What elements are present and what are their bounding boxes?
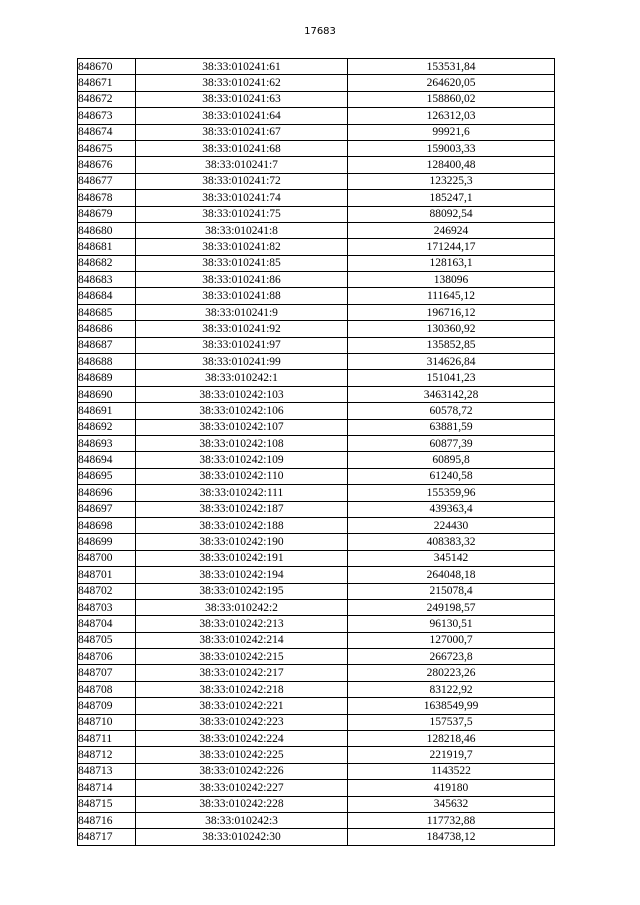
value-cell: 135852,85 <box>348 337 555 353</box>
row-id-cell: 848693 <box>78 435 136 451</box>
table-row <box>78 599 555 615</box>
cadastral-number-cell: 38:33:010242:188 <box>136 517 348 533</box>
row-id-cell: 848694 <box>78 452 136 468</box>
table-row <box>78 812 555 828</box>
cadastral-number-cell: 38:33:010241:8 <box>136 222 348 238</box>
row-id-cell: 848691 <box>78 403 136 419</box>
row-id-cell: 848696 <box>78 485 136 501</box>
row-id-cell: 848697 <box>78 501 136 517</box>
value-cell: 111645,12 <box>348 288 555 304</box>
cadastral-number-cell: 38:33:010241:92 <box>136 321 348 337</box>
cadastral-number-cell: 38:33:010241:67 <box>136 124 348 140</box>
row-id-cell: 848702 <box>78 583 136 599</box>
table-row <box>78 403 555 419</box>
row-id-cell: 848710 <box>78 714 136 730</box>
value-cell: 3463142,28 <box>348 386 555 402</box>
value-cell: 171244,17 <box>348 239 555 255</box>
table-row <box>78 435 555 451</box>
page-number: 17683 <box>304 26 336 37</box>
value-cell: 184738,12 <box>348 829 555 845</box>
table-row <box>78 222 555 238</box>
row-id-cell: 848671 <box>78 75 136 91</box>
table-row <box>78 272 555 288</box>
cadastral-number-cell: 38:33:010242:110 <box>136 468 348 484</box>
value-cell: 61240,58 <box>348 468 555 484</box>
value-cell: 314626,84 <box>348 354 555 370</box>
cadastral-number-cell: 38:33:010241:63 <box>136 91 348 107</box>
value-cell: 63881,59 <box>348 419 555 435</box>
table-row <box>78 517 555 533</box>
cadastral-number-cell: 38:33:010242:215 <box>136 649 348 665</box>
cadastral-number-cell: 38:33:010241:85 <box>136 255 348 271</box>
cadastral-number-cell: 38:33:010241:72 <box>136 173 348 189</box>
table-row <box>78 747 555 763</box>
row-id-cell: 848683 <box>78 272 136 288</box>
row-id-cell: 848695 <box>78 468 136 484</box>
row-id-cell: 848708 <box>78 681 136 697</box>
table-row <box>78 370 555 386</box>
row-id-cell: 848705 <box>78 632 136 648</box>
value-cell: 138096 <box>348 272 555 288</box>
table-row <box>78 698 555 714</box>
cadastral-number-cell: 38:33:010242:218 <box>136 681 348 697</box>
table-row <box>78 386 555 402</box>
row-id-cell: 848709 <box>78 698 136 714</box>
value-cell: 99921,6 <box>348 124 555 140</box>
row-id-cell: 848717 <box>78 829 136 845</box>
value-cell: 224430 <box>348 517 555 533</box>
cadastral-number-cell: 38:33:010242:2 <box>136 599 348 615</box>
table-row <box>78 419 555 435</box>
cadastral-number-cell: 38:33:010241:97 <box>136 337 348 353</box>
row-id-cell: 848690 <box>78 386 136 402</box>
row-id-cell: 848703 <box>78 599 136 615</box>
cadastral-number-cell: 38:33:010242:191 <box>136 550 348 566</box>
table-row <box>78 763 555 779</box>
table-row <box>78 124 555 140</box>
row-id-cell: 848707 <box>78 665 136 681</box>
value-cell: 264620,05 <box>348 75 555 91</box>
table-row <box>78 452 555 468</box>
value-cell: 130360,92 <box>348 321 555 337</box>
cadastral-number-cell: 38:33:010242:225 <box>136 747 348 763</box>
row-id-cell: 848714 <box>78 780 136 796</box>
row-id-cell: 848712 <box>78 747 136 763</box>
cadastral-number-cell: 38:33:010241:68 <box>136 140 348 156</box>
row-id-cell: 848681 <box>78 239 136 255</box>
value-cell: 157537,5 <box>348 714 555 730</box>
table-row <box>78 59 555 75</box>
table-row <box>78 632 555 648</box>
value-cell: 88092,54 <box>348 206 555 222</box>
cadastral-number-cell: 38:33:010242:107 <box>136 419 348 435</box>
row-id-cell: 848682 <box>78 255 136 271</box>
cadastral-number-cell: 38:33:010242:30 <box>136 829 348 845</box>
row-id-cell: 848684 <box>78 288 136 304</box>
table-row <box>78 255 555 271</box>
table-row <box>78 108 555 124</box>
table-row <box>78 239 555 255</box>
value-cell: 246924 <box>348 222 555 238</box>
table-row <box>78 206 555 222</box>
table-row <box>78 173 555 189</box>
cadastral-number-cell: 38:33:010242:106 <box>136 403 348 419</box>
table-row <box>78 796 555 812</box>
table-row <box>78 157 555 173</box>
data-table <box>77 58 555 846</box>
cadastral-number-cell: 38:33:010242:108 <box>136 435 348 451</box>
value-cell: 153531,84 <box>348 59 555 75</box>
cadastral-number-cell: 38:33:010242:217 <box>136 665 348 681</box>
table-row <box>78 649 555 665</box>
cadastral-number-cell: 38:33:010242:1 <box>136 370 348 386</box>
value-cell: 60895,8 <box>348 452 555 468</box>
value-cell: 159003,33 <box>348 140 555 156</box>
cadastral-number-cell: 38:33:010242:226 <box>136 763 348 779</box>
table-row <box>78 665 555 681</box>
table-row <box>78 337 555 353</box>
table-row <box>78 501 555 517</box>
value-cell: 1143522 <box>348 763 555 779</box>
row-id-cell: 848677 <box>78 173 136 189</box>
row-id-cell: 848692 <box>78 419 136 435</box>
value-cell: 60578,72 <box>348 403 555 419</box>
table-row <box>78 616 555 632</box>
cadastral-number-cell: 38:33:010241:7 <box>136 157 348 173</box>
table-row <box>78 829 555 845</box>
table-row <box>78 75 555 91</box>
table-row <box>78 714 555 730</box>
value-cell: 345632 <box>348 796 555 812</box>
value-cell: 221919,7 <box>348 747 555 763</box>
table-row <box>78 534 555 550</box>
value-cell: 264048,18 <box>348 567 555 583</box>
cadastral-number-cell: 38:33:010242:221 <box>136 698 348 714</box>
row-id-cell: 848689 <box>78 370 136 386</box>
value-cell: 128400,48 <box>348 157 555 173</box>
cadastral-number-cell: 38:33:010242:194 <box>136 567 348 583</box>
cadastral-number-cell: 38:33:010242:111 <box>136 485 348 501</box>
table-row <box>78 190 555 206</box>
row-id-cell: 848706 <box>78 649 136 665</box>
value-cell: 419180 <box>348 780 555 796</box>
table-body <box>78 59 555 846</box>
cadastral-number-cell: 38:33:010241:82 <box>136 239 348 255</box>
table-row <box>78 780 555 796</box>
cadastral-number-cell: 38:33:010242:224 <box>136 731 348 747</box>
value-cell: 127000,7 <box>348 632 555 648</box>
table-row <box>78 681 555 697</box>
cadastral-number-cell: 38:33:010242:187 <box>136 501 348 517</box>
cadastral-number-cell: 38:33:010242:213 <box>136 616 348 632</box>
value-cell: 60877,39 <box>348 435 555 451</box>
value-cell: 158860,02 <box>348 91 555 107</box>
row-id-cell: 848673 <box>78 108 136 124</box>
row-id-cell: 848672 <box>78 91 136 107</box>
row-id-cell: 848715 <box>78 796 136 812</box>
value-cell: 408383,32 <box>348 534 555 550</box>
row-id-cell: 848687 <box>78 337 136 353</box>
value-cell: 151041,23 <box>348 370 555 386</box>
cadastral-number-cell: 38:33:010241:99 <box>136 354 348 370</box>
row-id-cell: 848701 <box>78 567 136 583</box>
cadastral-number-cell: 38:33:010242:3 <box>136 812 348 828</box>
row-id-cell: 848675 <box>78 140 136 156</box>
row-id-cell: 848716 <box>78 812 136 828</box>
value-cell: 280223,26 <box>348 665 555 681</box>
cadastral-number-cell: 38:33:010241:64 <box>136 108 348 124</box>
value-cell: 128218,46 <box>348 731 555 747</box>
value-cell: 439363,4 <box>348 501 555 517</box>
cadastral-number-cell: 38:33:010242:195 <box>136 583 348 599</box>
row-id-cell: 848688 <box>78 354 136 370</box>
table-row <box>78 468 555 484</box>
table-row <box>78 321 555 337</box>
cadastral-number-cell: 38:33:010242:214 <box>136 632 348 648</box>
value-cell: 1638549,99 <box>348 698 555 714</box>
cadastral-number-cell: 38:33:010242:227 <box>136 780 348 796</box>
cadastral-number-cell: 38:33:010242:228 <box>136 796 348 812</box>
row-id-cell: 848700 <box>78 550 136 566</box>
value-cell: 345142 <box>348 550 555 566</box>
row-id-cell: 848676 <box>78 157 136 173</box>
table-row <box>78 354 555 370</box>
table-row <box>78 288 555 304</box>
row-id-cell: 848680 <box>78 222 136 238</box>
table-row <box>78 485 555 501</box>
cadastral-number-cell: 38:33:010241:86 <box>136 272 348 288</box>
cadastral-number-cell: 38:33:010241:61 <box>136 59 348 75</box>
row-id-cell: 848674 <box>78 124 136 140</box>
cadastral-number-cell: 38:33:010241:88 <box>136 288 348 304</box>
table-row <box>78 140 555 156</box>
cadastral-number-cell: 38:33:010241:9 <box>136 304 348 320</box>
row-id-cell: 848699 <box>78 534 136 550</box>
value-cell: 83122,92 <box>348 681 555 697</box>
row-id-cell: 848704 <box>78 616 136 632</box>
value-cell: 196716,12 <box>348 304 555 320</box>
value-cell: 266723,8 <box>348 649 555 665</box>
value-cell: 215078,4 <box>348 583 555 599</box>
value-cell: 123225,3 <box>348 173 555 189</box>
row-id-cell: 848670 <box>78 59 136 75</box>
value-cell: 117732,88 <box>348 812 555 828</box>
cadastral-number-cell: 38:33:010242:109 <box>136 452 348 468</box>
table-row <box>78 583 555 599</box>
table-row <box>78 567 555 583</box>
cadastral-number-cell: 38:33:010242:103 <box>136 386 348 402</box>
table-row <box>78 731 555 747</box>
value-cell: 96130,51 <box>348 616 555 632</box>
row-id-cell: 848678 <box>78 190 136 206</box>
value-cell: 126312,03 <box>348 108 555 124</box>
cadastral-number-cell: 38:33:010242:223 <box>136 714 348 730</box>
value-cell: 249198,57 <box>348 599 555 615</box>
row-id-cell: 848685 <box>78 304 136 320</box>
row-id-cell: 848679 <box>78 206 136 222</box>
cadastral-number-cell: 38:33:010241:75 <box>136 206 348 222</box>
value-cell: 185247,1 <box>348 190 555 206</box>
cadastral-number-cell: 38:33:010242:190 <box>136 534 348 550</box>
row-id-cell: 848686 <box>78 321 136 337</box>
row-id-cell: 848698 <box>78 517 136 533</box>
value-cell: 128163,1 <box>348 255 555 271</box>
cadastral-number-cell: 38:33:010241:74 <box>136 190 348 206</box>
table-row <box>78 91 555 107</box>
row-id-cell: 848711 <box>78 731 136 747</box>
row-id-cell: 848713 <box>78 763 136 779</box>
table-row <box>78 304 555 320</box>
cadastral-number-cell: 38:33:010241:62 <box>136 75 348 91</box>
value-cell: 155359,96 <box>348 485 555 501</box>
table-row <box>78 550 555 566</box>
